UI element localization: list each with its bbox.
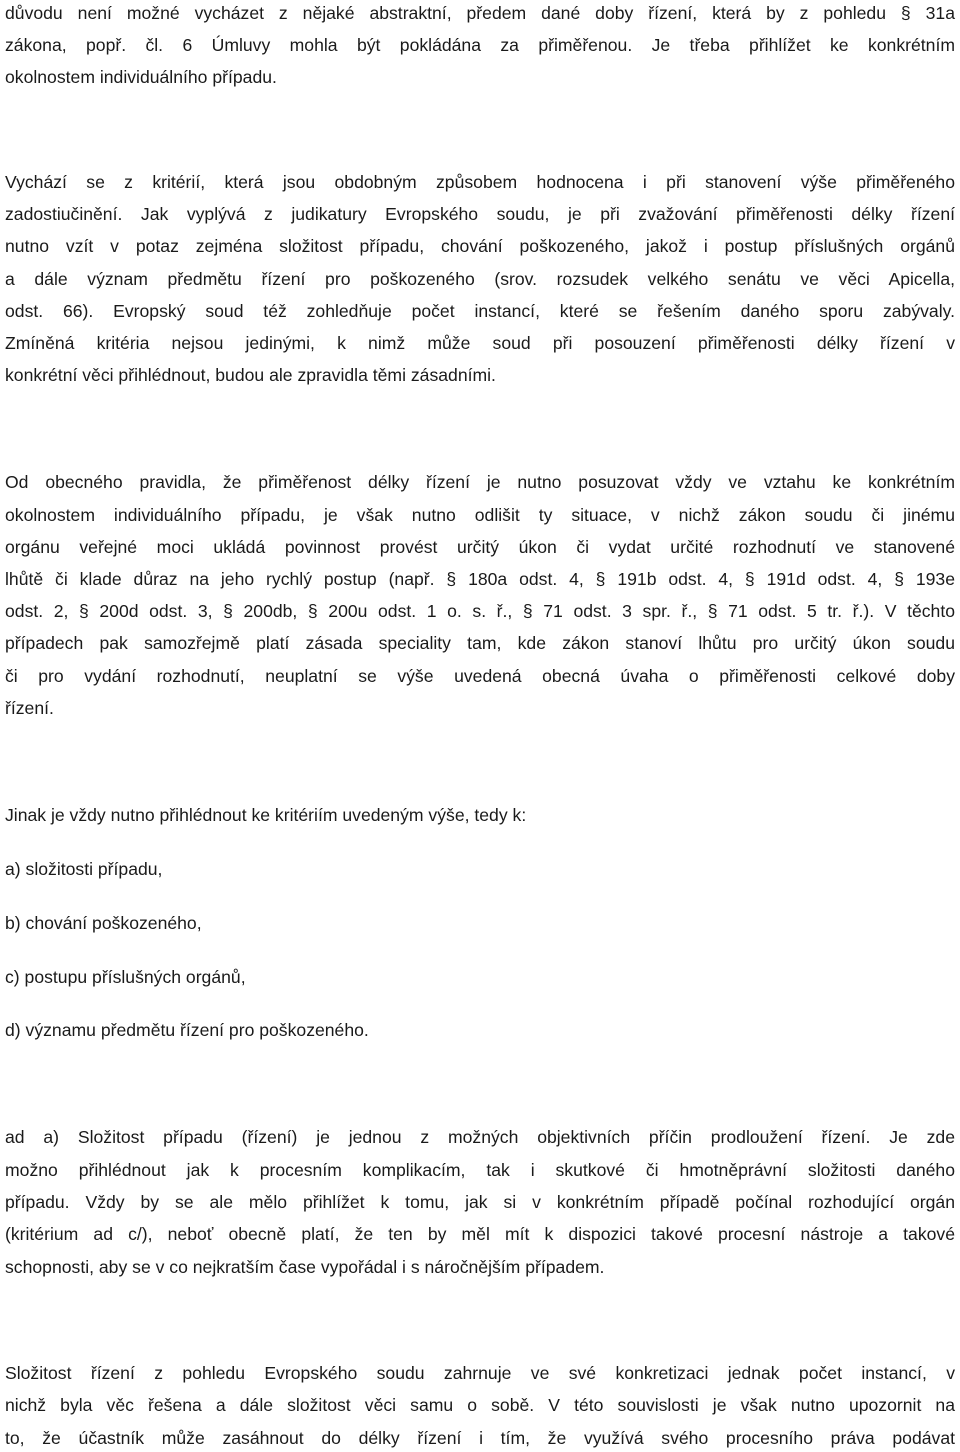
text-line: orgánu veřejné moci ukládá povinnost provést určitý úkon či vydat určité rozhodnutí ve stanovené [5, 537, 955, 557]
text-line: zákona, popř. čl. 6 Úmluvy mohla být pokládána za přiměřenou. Je třeba přihlížet ke konkrétním [5, 35, 955, 55]
list-item: c) postupu příslušných orgánů, [5, 967, 246, 987]
list-item: a) složitosti případu, [5, 859, 163, 879]
text-line: ad a) Složitost případu (řízení) je jednou z možných objektivních příčin prodloužení řízení. Je zde [5, 1127, 955, 1147]
text-line: to, že účastník může zasáhnout do délky řízení i tím, že využívá svého procesního práva podávat [5, 1428, 955, 1448]
text-line: možno přihlédnout jak k procesním komplikacím, tak i skutkové či hmotněprávní složitosti daného [5, 1160, 955, 1180]
text-line: Zmíněná kritéria nejsou jedinými, k nimž může soud při posouzení přiměřenosti délky řízení v [5, 333, 955, 353]
text-line: Jinak je vždy nutno přihlédnout ke kritériím uvedeným výše, tedy k: [5, 805, 527, 825]
text-line: odst. 66). Evropský soud též zohledňuje počet instancí, které se řešením daného sporu zabývaly. [5, 301, 955, 321]
list-item: d) významu předmětu řízení pro poškozeného. [5, 1020, 369, 1040]
text-line: Od obecného pravidla, že přiměřenost délky řízení je nutno posuzovat vždy ve vztahu ke konkrétním [5, 472, 955, 492]
text-line: či pro vydání rozhodnutí, neuplatní se výše uvedená obecná úvaha o přiměřenosti celkové doby [5, 666, 955, 686]
text-line: konkrétní věci přihlédnout, budou ale zpravidla těmi zásadními. [5, 365, 496, 385]
text-line: případech pak samozřejmě platí zásada speciality tam, kde zákon stanoví lhůtu pro určitý úkon soudu [5, 633, 955, 653]
list-item: b) chování poškozeného, [5, 913, 202, 933]
text-line: lhůtě či klade důraz na jeho rychlý postup (např. § 180a odst. 4, § 191b odst. 4, § 191d odst. 4, § 193e [5, 569, 955, 589]
text-line: odst. 2, § 200d odst. 3, § 200db, § 200u odst. 1 o. s. ř., § 71 odst. 3 spr. ř., § 71 odst. 5 tr. ř.). V těchto [5, 601, 955, 621]
text-line: řízení. [5, 698, 54, 718]
text-line: okolnostem individuálního případu, je však nutno odlišit ty situace, v nichž zákon soudu či jinému [5, 505, 955, 525]
text-line: a dále význam předmětu řízení pro poškozeného (srov. rozsudek velkého senátu ve věci Apicella, [5, 269, 955, 289]
text-line: Vychází se z kritérií, která jsou obdobným způsobem hodnocena i při stanovení výše přiměřeného [5, 172, 955, 192]
text-line: nichž byla věc řešena a dále složitost věci samu o sobě. V této souvislosti je však nutno upozornit na [5, 1395, 955, 1415]
text-line: Složitost řízení z pohledu Evropského soudu zahrnuje ve své konkretizaci jednak počet instancí, v [5, 1363, 955, 1383]
text-line: důvodu není možné vycházet z nějaké abstraktní, předem dané doby řízení, která by z pohledu § 31a [5, 3, 955, 23]
text-line: zadostiučinění. Jak vyplývá z judikatury Evropského soudu, je při zvažování přiměřenosti délky řízení [5, 204, 955, 224]
text-line: (kritérium ad c/), neboť obecně platí, že ten by měl mít k dispozici takové procesní nástroje a takové [5, 1224, 955, 1244]
text-line: nutno vzít v potaz zejména složitost případu, chování poškozeného, jakož i postup příslušných orgánů [5, 236, 955, 256]
text-line: případu. Vždy by se ale mělo přihlížet k tomu, jak si v konkrétním případě počínal rozhodující orgán [5, 1192, 955, 1212]
text-line: okolnostem individuálního případu. [5, 67, 277, 87]
text-line: schopnosti, aby se v co nejkratším čase vypořádal i s náročnějším případem. [5, 1257, 605, 1277]
